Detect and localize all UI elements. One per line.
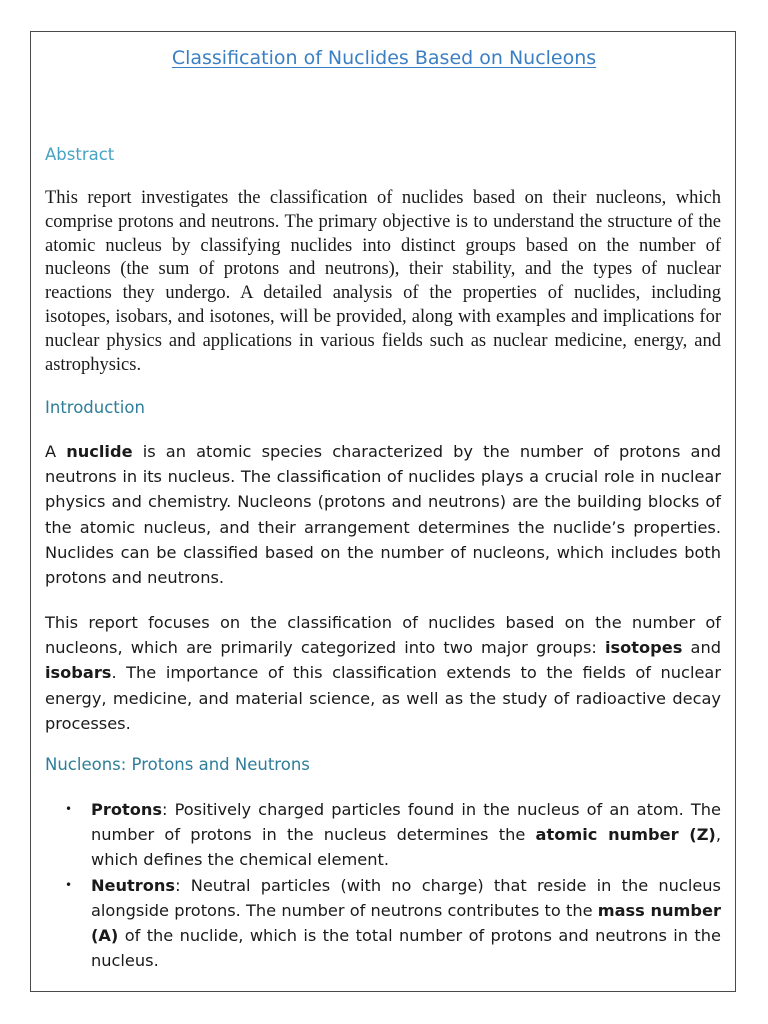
term-isobars: isobars [45,663,112,683]
term-protons: Protons [91,800,162,819]
intro-p2-post: . The importance of this classification extends to the fields of nuclear energy, medicine, and material science, as well as the study of radioactive decay processes. [45,663,721,733]
term-neutrons: Neutrons [91,875,176,895]
abstract-heading: Abstract [45,145,115,164]
document-title: Classification of Nuclides Based on Nucleons [171,47,597,69]
nucleons-heading: Nucleons: Protons and Neutrons [45,755,310,774]
bullet-icon: • [65,802,73,816]
neutrons-text-2: of the nuclide, which is the total number of protons and neutrons in the nucleus. [91,926,721,971]
term-isotopes: isotopes [605,638,683,658]
list-item-neutrons [45,873,721,974]
abstract-paragraph: This report investigates the classification of nuclides based on their nucleons, which comprise protons and neutrons. The primary objective is to understand the structure of the atomic nucleus by classifying nuclides into distinct groups based on the number of nucleons (the sum of protons and neutrons), their stability, and the types of nuclear reactions they undergo. A detailed analysis of the properties of nuclides, including isotopes, isobars, and isotones, will be provided, along with examples and implications for nuclear physics and applications in various fields such as nuclear medicine, energy, and astrophysics. [45,188,721,375]
introduction-heading: Introduction [45,398,145,417]
term-atomic-number: atomic number (Z) [535,825,716,845]
intro-p1-post: is an atomic species characterized by the number of protons and neutrons in its nucleus. The classification of nuclides plays a crucial role in nuclear physics and chemistry. Nucleons (protons and neutrons) are the building blocks of the atomic nucleus, and their arrangement determines the nuclide’s properties. Nuclides can be classified based on the number of nucleons, which includes both protons and neutrons. [45,442,721,588]
intro-p2-mid: and [682,638,721,658]
intro-p1-pre: A [45,442,67,461]
introduction-paragraph-1 [45,439,721,590]
term-nuclide: nuclide [66,442,133,461]
protons-text-2: , which defines the chemical element. [91,825,721,870]
list-item-protons [45,797,721,873]
term-mass-number: mass number (A) [91,900,721,946]
protons-text-1: : Positively charged particles found in the nucleus of an atom. The number of protons in the nucleus determines the [91,800,721,845]
nucleons-list [45,797,721,973]
intro-p2-pre: This report focuses on the classification of nuclides based on the number of nucleons, which are primarily categorized into two major groups: [45,613,721,658]
bullet-icon: • [65,877,73,892]
neutrons-text-1: : Neutral particles (with no charge) that reside in the nucleus alongside protons. The number of neutrons contributes to the [91,875,721,920]
introduction-paragraph-2 [45,610,721,736]
